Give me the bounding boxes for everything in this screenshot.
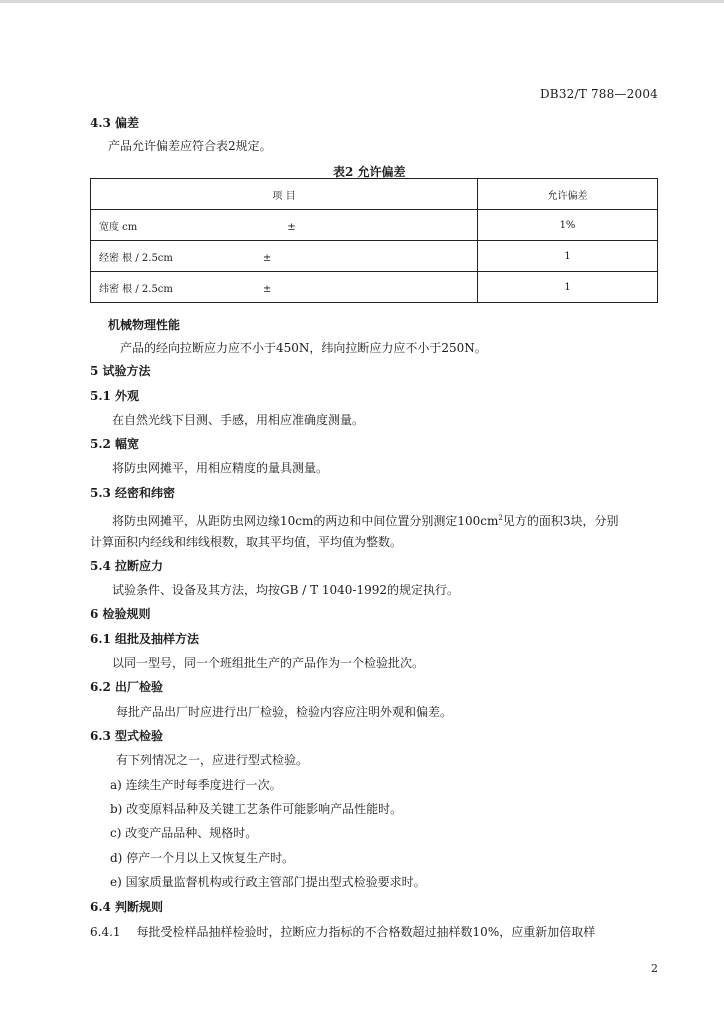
- section-6-1-heading: 6.1 组批及抽样方法: [90, 632, 200, 646]
- clause-text: 每批受检样品抽样检验时，拉断应力指标的不合格数超过抽样数10%，应重新加倍取样: [136, 925, 596, 939]
- section-5-3-text-2: 计算面积内经线和纬线根数，取其平均值，平均值为整数。: [90, 535, 403, 549]
- section-5-heading: 5 试验方法: [90, 364, 151, 378]
- section-6-4-heading: 6.4 判断规则: [90, 900, 164, 914]
- row-value: 1: [478, 241, 658, 272]
- row-item: 经密 根 / 2.5cm ±: [91, 241, 478, 272]
- row-value: 1%: [478, 210, 658, 241]
- section-5-4-text: 试验条件、设备及其方法，均按GB / T 1040-1992的规定执行。: [112, 583, 460, 597]
- section-4-3-heading: 4.3 偏差: [90, 116, 140, 130]
- standard-code: DB32/T 788—2004: [539, 87, 658, 101]
- section-6-3-heading: 6.3 型式检验: [90, 729, 164, 743]
- list-item: b) 改变原料品种及关键工艺条件可能影响产品性能时。: [110, 802, 403, 816]
- col-value-header: 允许偏差: [478, 179, 658, 210]
- section-5-1-heading: 5.1 外观: [90, 389, 140, 403]
- section-4-3-text: 产品允许偏差应符合表2规定。: [108, 139, 272, 153]
- section-6-4-1: [90, 925, 595, 939]
- list-item: a) 连续生产时每季度进行一次。: [110, 778, 282, 792]
- clause-label: 6.4.1: [90, 925, 121, 939]
- section-5-1-text: 在自然光线下目测、手感，用相应准确度测量。: [112, 413, 365, 427]
- row-value: 1: [478, 272, 658, 303]
- list-item: e) 国家质量监督机构或行政主管部门提出型式检验要求时。: [110, 875, 426, 889]
- section-4-4-heading: 机械物理性能: [108, 318, 181, 332]
- section-5-2-heading: 5.2 幅宽: [90, 437, 140, 451]
- page-number: 2: [651, 962, 658, 975]
- section-6-2-text: 每批产品出厂时应进行出厂检验，检验内容应注明外观和偏差。: [116, 705, 453, 719]
- list-item: d) 停产一个月以上又恢复生产时。: [110, 851, 295, 865]
- list-item: c) 改变产品品种、规格时。: [110, 826, 258, 840]
- section-6-2-heading: 6.2 出厂检验: [90, 680, 164, 694]
- table-row: [91, 241, 658, 272]
- col-item-header: 项 目: [91, 179, 478, 210]
- section-5-3-text-1: 将防虫网摊平，从距防虫网边缘10cm的两边和中间位置分别测定$100cm^2$见方的面积3块，分别: [112, 514, 619, 528]
- section-6-heading: 6 检验规则: [90, 607, 151, 621]
- table-row: [91, 272, 658, 303]
- section-5-3-heading: 5.3 经密和纬密: [90, 486, 176, 500]
- section-5-2-text: 将防虫网摊平，用相应精度的量具测量。: [112, 461, 329, 475]
- section-4-4-text: 产品的经向拉断应力应不小于450N，纬向拉断应力应不小于250N。: [120, 341, 487, 355]
- scan-edge: [0, 0, 724, 3]
- table-row: [91, 210, 658, 241]
- section-6-3-intro: 有下列情况之一，应进行型式检验。: [116, 753, 309, 767]
- table-caption: 表2 允许偏差: [333, 165, 406, 179]
- table-header-row: [91, 179, 658, 210]
- section-5-4-heading: 5.4 拉断应力: [90, 559, 164, 573]
- row-item: 宽度 cm ±: [91, 210, 478, 241]
- section-6-1-text: 以同一型号，同一个班组批生产的产品作为一个检验批次。: [112, 656, 425, 670]
- tolerance-table: [90, 178, 658, 303]
- row-item: 纬密 根 / 2.5cm ±: [91, 272, 478, 303]
